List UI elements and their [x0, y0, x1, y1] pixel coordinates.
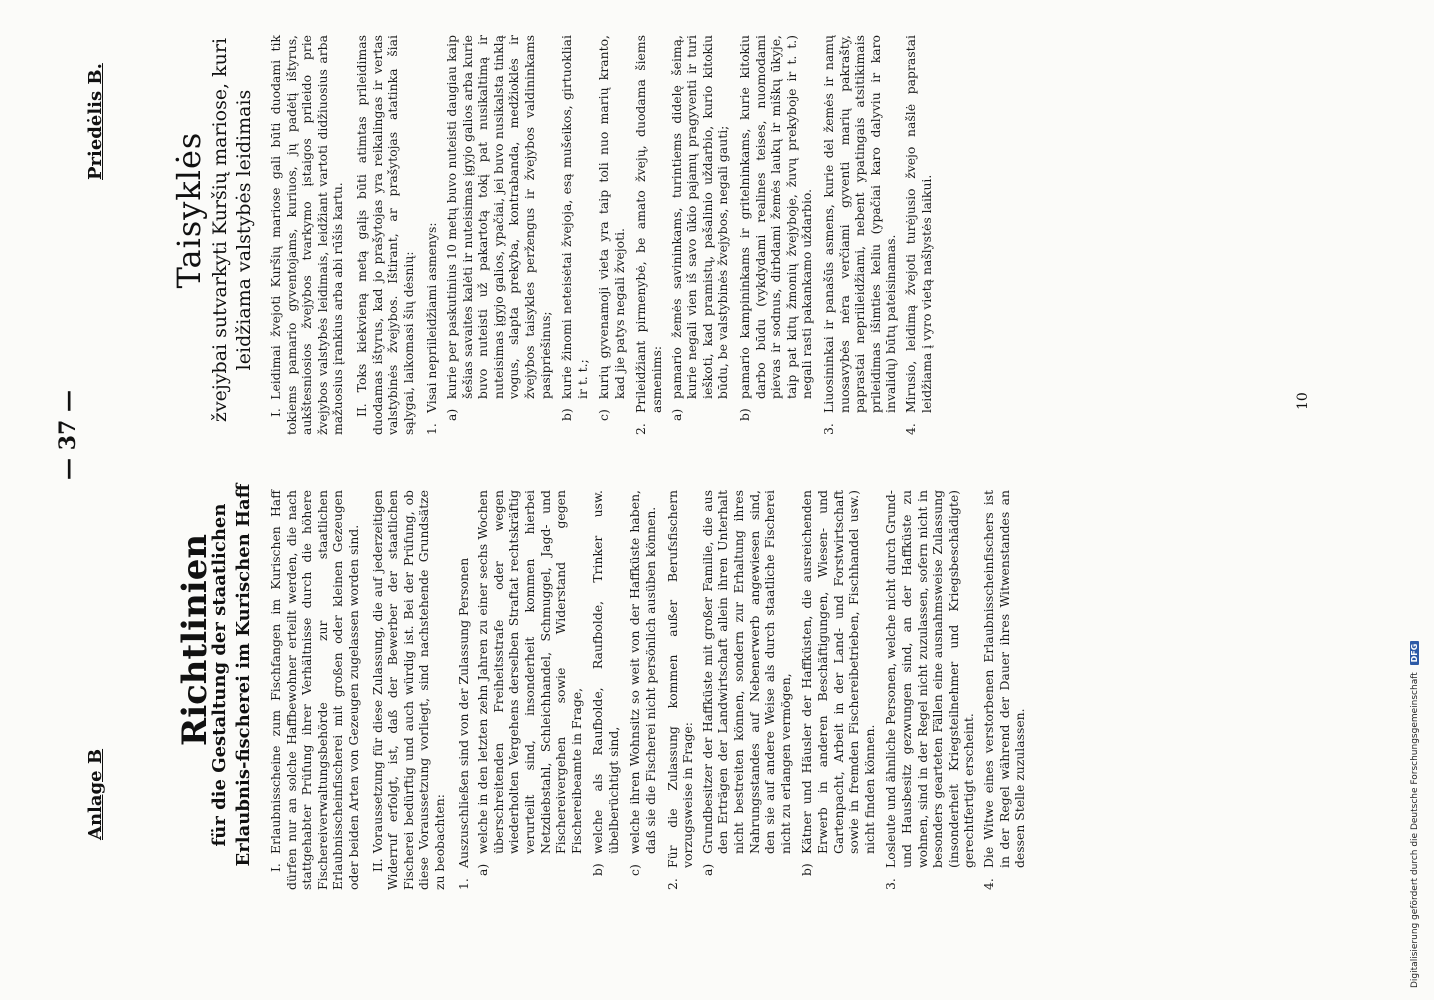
german-item-2b: b) Kätner und Häusler der Haffküsten, die ausreichenden Erwerb in anderen Beschäftigungen, Wiesen- und Gartenpacht, Arbeit in der Land- und Forstwirtschaft sowie in fremden Fischereibetrieben, Fischhandel usw.) nicht finden können.: [799, 490, 877, 876]
lithuanian-paragraph-1: I. Leidimai žvejoti Kuršių mariose gali būti duodami tik tokiems pamario gyventojams, kuriuos, jų padėtį ištyrus, aukštesniosios žvejybos tvarkymo įstaigos prileido prie žvejybos valstybės leidimais, leidžiant vartoti didžiuosius arba mažuosius įrankius arba abi rūšis kartu.: [268, 35, 346, 435]
german-body: [268, 490, 1032, 890]
dfg-logo-icon: DFG: [1410, 641, 1419, 666]
german-paragraph-2: II. Voraussetzung für diese Zulassung, die auf jederzeitigen Widerruf erfolgt, ist, daß der Bewerber der staatlichen Fischerei bedürftig und auch würdig ist. Bei der Prüfung, ob diese Voraussetzung vorliegt, sind nachstehende Grundsätze zu beobachten:: [369, 490, 447, 890]
german-item-1c: c) welche ihren Wohnsitz so weit von der Haffküste haben, daß sie die Fischerei nicht persönlich ausüben können.: [627, 490, 659, 876]
german-paragraph-1: I. Erlaubnisscheine zum Fischfangen im Kurischen Haff dürfen nur an solche Haffbewohner erteilt werden, die nach stattgehabter Prüfung ihrer Verhältnisse durch die höhere Fischereiverwaltungsbehörde zur staatlichen Erlaubnisscheinfischerei mit großen oder kleinen Gezeugen oder beiden Arten von Gezeugen zugelassen worden sind.: [268, 490, 361, 890]
digitization-credit: [1410, 8, 1420, 988]
digitization-text: Digitalisierung gefördert durch die Deutsche Forschungsgemeinschaft: [1410, 672, 1420, 988]
german-item-2: 2. Für die Zulassung kommen außer Berufsfischern vorzugsweise in Frage:: [664, 490, 696, 890]
german-item-2a: a) Grundbesitzer der Haffküste mit großer Familie, die aus den Erträgen der Landwirtschaft allein ihren Unterhalt nicht bestreiten können, sondern zur Erhaltung ihres Nahrungsstandes auf Nebenerwerb angewiesen sind, den sie auf andere Weise als durch staatliche Fischerei nicht zu erlangen vermögen,: [699, 490, 793, 876]
german-item-1b: b) welche als Raufbolde, Raufbolde, Trinker usw. übelberüchtigt sind,: [590, 490, 621, 876]
lithuanian-body: [268, 35, 938, 435]
lithuanian-item-2: 2. Prileidžiant pirmenybė, be amato žvejų, duodama šiems asmenims:: [633, 35, 665, 435]
lithuanian-item-3: 3. Liuosininkai ir panašūs asmens, kurie dėl žemės ir namų nuosavybės nėra verčiami gyventi marių pakrašty, paprastai nepriileidžiami, nebent ypatingais atsitikimais prileidimas išimties keliu (ypačiai karo dalyviu ir karo invalidų) būtų pateisinamas.: [821, 35, 899, 435]
german-item-4: 4. Die Witwe eines verstorbenen Erlaubnisscheinfischers ist in der Regel während der Dauer ihres Witwenstandes an dessen Stelle zuzulassen.: [980, 490, 1028, 890]
german-subtitle: für die Gestaltung der staatlichen Erlaubnis-fischerei im Kurischen Haff: [209, 483, 254, 867]
page-number: — 37 —: [55, 390, 81, 480]
lithuanian-item-1b: b) kurie žinomi neteisėtai žvejoja, esą mušeikos, girtuokliai ir t. t.;: [559, 35, 590, 421]
german-title: Richtlinien: [175, 533, 215, 747]
german-item-1a: a) welche in den letzten zehn Jahren zu einer sechs Wochen überschreitenden Freiheitsstrafe oder wegen wiederholten Vergehens derselben Straftat rechtskräftig verurteilt sind, insonderheit kommen hierbei Netzdiebstahl, Schleichhandel, Schmuggel, Jagd- und Fischereivergehen sowie Widerstand gegen Fischereibeamte in Frage,: [475, 490, 584, 876]
lithuanian-item-1a: a) kurie per paskutinius 10 metų buvo nuteisti daugiau kaip šešias savaites kalėti ir nuteisimas įgyjo galios arba kurie buvo nuteisti už pakartotą tokį pat nusikaltimą ir nuteisimas įgyjo galios, ypačiai, jei buvo nusikalsta tinklą vogus, slapta prekyba, kontrabanda, medžioklės ir žvejybos taisykles peržengus ir žvejybos valdininkams pasipriešinus;: [443, 35, 553, 421]
lithuanian-item-4: 4. Mirusio, leidimą žvejoti turėjusio žvejo našlė paprastai leidžiama į vyro vietą našlystės laikui.: [902, 35, 934, 435]
lithuanian-subtitle: žvejybai sutvarkyti Kuršių mariose, kuri leidžiama valstybės leidimais: [209, 37, 255, 423]
lithuanian-paragraph-2: II. Toks kiekvieną metą galįs būti atimtas prileidimas duodamas ištyrus, kad jo prašytojas yra reikalingas ir vertas valstybinės žvejybos. Ištirant, ar prašytojas atatinka šiai sąlygai, laikomasi šių dėsnių:: [353, 35, 416, 435]
lithuanian-item-2b: b) pamario kampininkams ir gritelninkams, kurie kitokiu darbo būdu (vykdydami realines teises, nuomodami pievas ir sodnus, dirbdami žemės laukų ir miškų ūkyje, taip pat kitų žmonių žvejyboje, žuvų prekyboje ir t. t.) negali rasti pakankamo uždarbio.: [737, 35, 815, 421]
lithuanian-item-2a: a) pamario žemės savininkams, turintiems didelę šeimą, kurie negali vien iš savo ūkio pajamų pragyventi ir turi ieškoti, kad pramistų, pašalinio uždarbio, kurio kitokiu būdu, be valstybinės žvejybos, negali gauti;: [668, 35, 731, 421]
lithuanian-title: Taisyklės: [170, 131, 208, 289]
anlage-label: Anlage B: [85, 748, 106, 840]
german-item-3: 3. Losleute und ähnliche Personen, welche nicht durch Grund- und Hausbesitz gezwungen sind, an der Haffküste zu wohnen, sind in der Regel nicht zuzulassen, sofern nicht in besonders gearteten Fällen eine ausnahmsweise Zulassung (insonderheit Kriegsteilnehmer und Kriegsbeschädigte) gerechtfertigt erscheint.: [883, 490, 977, 890]
lithuanian-item-1c: c) kurių gyvenamoji vieta yra taip toli nuo marių kranto, kad jie patys negali žvejoti.: [596, 35, 627, 421]
priedelis-label: Priedėlis B.: [85, 63, 106, 180]
footer-page-mark: 10: [1295, 392, 1311, 410]
lithuanian-item-1: 1. Visai nepriileidžiami asmenys:: [424, 222, 440, 435]
german-item-1: 1. Auszuschließen sind von der Zulassung Personen: [455, 557, 471, 890]
